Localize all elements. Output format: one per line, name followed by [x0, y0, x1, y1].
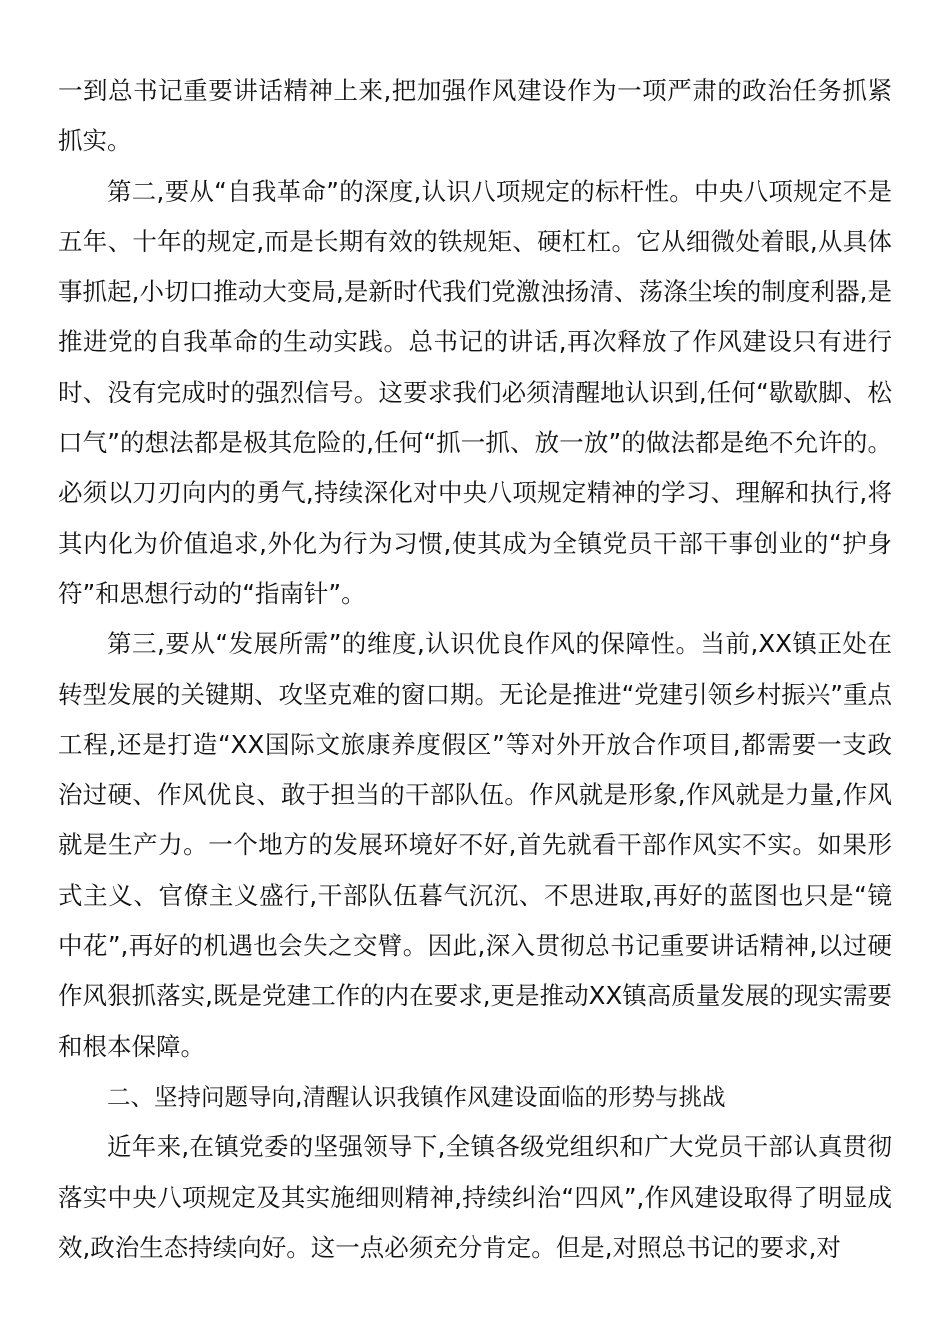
paragraph-third-point: 第三,要从“发展所需”的维度,认识优良作风的保障性。当前,XX镇正处在转型发展的关键期、攻坚克难的窗口期。无论是推进“党建引领乡村振兴”重点工程,还是打造“XX国际文旅康养度假区”等对外开放合作项目,都需要一支政治过硬、作风优良、敢于担当的干部队伍。作风就是形象,作风就是力量,作风就是生产力。一个地方的发展环境好不好,首先就看干部作风实不实。如果形式主义、官僚主义盛行,干部队伍暮气沉沉、不思进取,再好的蓝图也只是“镜中花”,再好的机遇也会失之交臂。因此,深入贯彻总书记重要讲话精神,以过硬作风狠抓落实,既是党建工作的内在要求,更是推动XX镇高质量发展的现实需要和根本保障。 — [58, 629, 892, 1061]
document-body — [58, 66, 892, 1273]
section-heading-two: 二、坚持问题导向,清醒认识我镇作风建设面临的形势与挑战 — [107, 1082, 726, 1111]
paragraph-second-point: 第二,要从“自我革命”的深度,认识八项规定的标杆性。中央八项规定不是五年、十年的规定,而是长期有效的铁规矩、硬杠杠。它从细微处着眼,从具体事抓起,小切口推动大变局,是新时代我们党激浊扬清、荡涤尘埃的制度利器,是推进党的自我革命的生动实践。总书记的讲话,再次释放了作风建设只有进行时、没有完成时的强烈信号。这要求我们必须清醒地认识到,任何“歇歇脚、松口气”的想法都是极其危险的,任何“抓一抓、放一放”的做法都是绝不允许的。必须以刀刃向内的勇气,持续深化对中央八项规定精神的学习、理解和执行,将其内化为价值追求,外化为行为习惯,使其成为全镇党员干部干事创业的“护身符”和思想行动的“指南针”。 — [58, 176, 892, 608]
paragraph-recent-years: 近年来,在镇党委的坚强领导下,全镇各级党组织和广大党员干部认真贯彻落实中央八项规定及其实施细则精神,持续纠治“四风”,作风建设取得了明显成效,政治生态持续向好。这一点必须充分肯定。但是,对照总书记的要求,对 — [58, 1132, 892, 1262]
paragraph-continuation: 一到总书记重要讲话精神上来,把加强作风建设作为一项严肃的政治任务抓紧抓实。 — [58, 76, 892, 156]
